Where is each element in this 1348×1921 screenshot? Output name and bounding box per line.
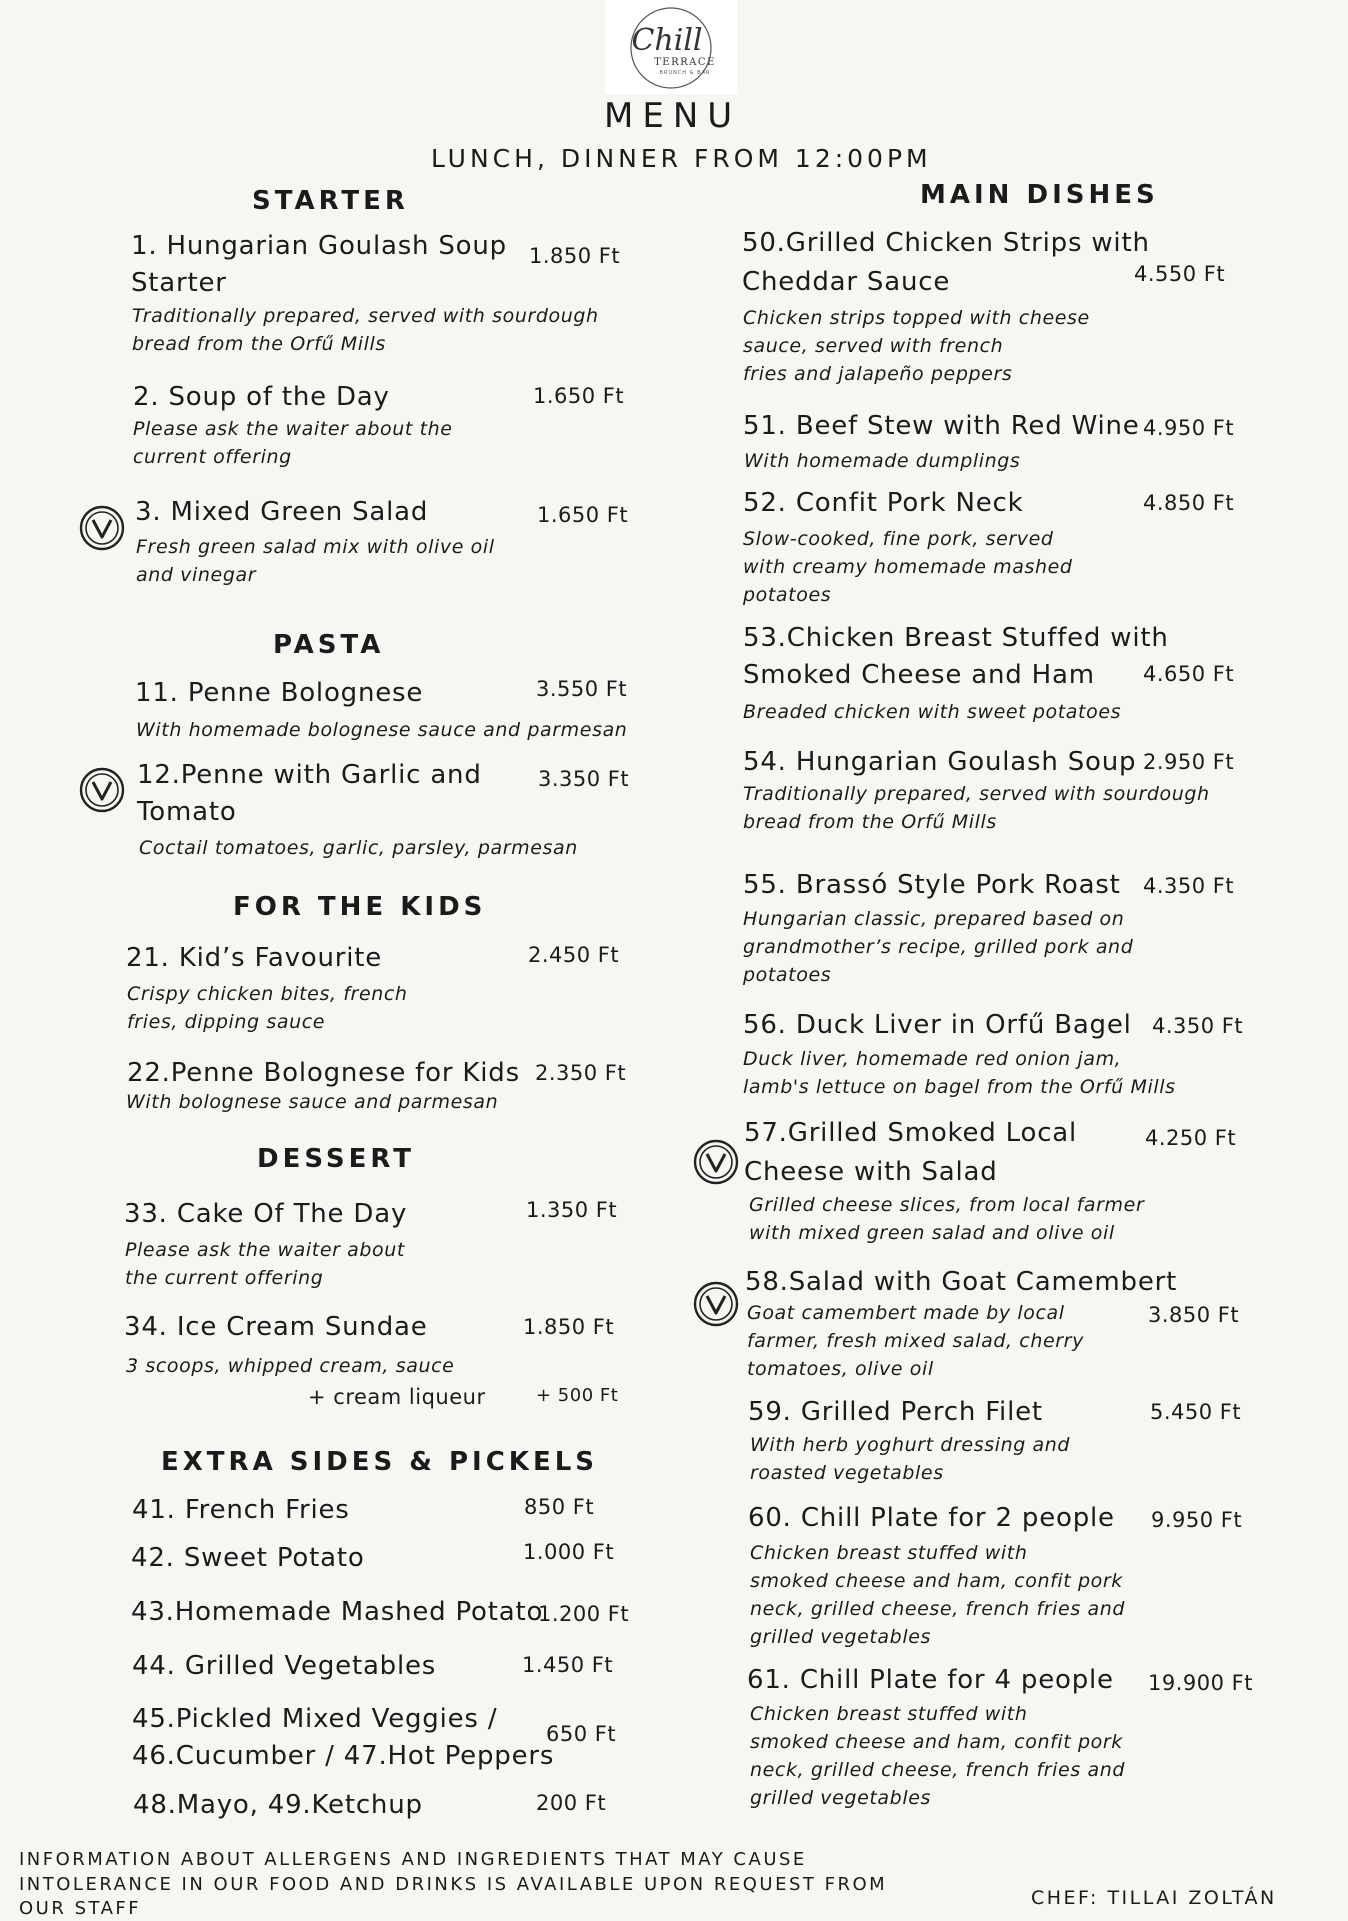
item-description: With bolognese sauce and parmesan xyxy=(126,1091,499,1113)
item-price: 2.950 Ft xyxy=(1143,750,1235,774)
item-description: Chicken breast stuffed with xyxy=(750,1703,1028,1725)
item-price: 3.350 Ft xyxy=(538,767,630,791)
item-description: and vinegar xyxy=(136,564,257,586)
item-price: 4.250 Ft xyxy=(1145,1126,1237,1150)
item-description: potatoes xyxy=(743,584,832,606)
item-name: 52. Confit Pork Neck xyxy=(743,488,1024,518)
item-name: 3. Mixed Green Salad xyxy=(135,497,429,527)
item-description: bread from the Orfű Mills xyxy=(132,333,386,355)
item-name: 2. Soup of the Day xyxy=(133,382,390,412)
item-name: 59. Grilled Perch Filet xyxy=(748,1397,1043,1427)
item-description: neck, grilled cheese, french fries and xyxy=(750,1759,1126,1781)
item-description: smoked cheese and ham, confit pork xyxy=(750,1570,1123,1592)
item-description: fries, dipping sauce xyxy=(127,1011,326,1033)
item-price: 200 Ft xyxy=(536,1791,607,1815)
item-description: with creamy homemade mashed xyxy=(743,556,1073,578)
item-description: With homemade bolognese sauce and parmesan xyxy=(136,719,628,741)
item-name: 45.Pickled Mixed Veggies / xyxy=(132,1704,498,1734)
item-price: 2.350 Ft xyxy=(535,1061,627,1085)
item-description: Hungarian classic, prepared based on xyxy=(743,908,1125,930)
item-description: current offering xyxy=(133,446,292,468)
item-price: 4.350 Ft xyxy=(1152,1014,1244,1038)
allergen-notice-line: OUR STAFF xyxy=(19,1898,142,1919)
item-description: Traditionally prepared, served with sourdough xyxy=(132,305,599,327)
vegan-icon xyxy=(79,767,125,813)
item-name: 11. Penne Bolognese xyxy=(135,678,424,708)
item-price: 1.450 Ft xyxy=(522,1653,614,1677)
item-name: 60. Chill Plate for 2 people xyxy=(748,1503,1115,1533)
item-name-cont: Cheddar Sauce xyxy=(742,267,951,297)
item-price: 1.000 Ft xyxy=(523,1540,615,1564)
item-price: 19.900 Ft xyxy=(1148,1671,1253,1695)
item-name: 50.Grilled Chicken Strips with xyxy=(742,228,1150,258)
item-price: 4.550 Ft xyxy=(1134,262,1226,286)
item-description: lamb's lettuce on bagel from the Orfű Mills xyxy=(743,1076,1176,1098)
item-description: farmer, fresh mixed salad, cherry xyxy=(747,1330,1084,1352)
page-subtitle: LUNCH, DINNER FROM 12:00PM xyxy=(431,144,932,173)
vegan-icon xyxy=(693,1139,739,1185)
item-description: Coctail tomatoes, garlic, parsley, parmesan xyxy=(139,837,578,859)
item-name: 21. Kid’s Favourite xyxy=(126,943,383,973)
item-price: 4.350 Ft xyxy=(1143,874,1235,898)
item-name: 43.Homemade Mashed Potato xyxy=(131,1597,544,1627)
item-name-cont: Tomato xyxy=(137,797,237,827)
item-name: 51. Beef Stew with Red Wine xyxy=(743,411,1140,441)
item-description: 3 scoops, whipped cream, sauce xyxy=(126,1355,455,1377)
item-name: 41. French Fries xyxy=(132,1495,350,1525)
restaurant-logo xyxy=(605,0,737,94)
item-price: 850 Ft xyxy=(524,1495,595,1519)
logo-mark xyxy=(605,0,737,94)
item-name: 48.Mayo, 49.Ketchup xyxy=(133,1790,423,1820)
item-name-cont: Smoked Cheese and Ham xyxy=(743,660,1095,690)
item-price: 650 Ft xyxy=(546,1722,617,1746)
item-name: 54. Hungarian Goulash Soup xyxy=(743,747,1137,777)
item-name: 58.Salad with Goat Camembert xyxy=(745,1267,1178,1297)
item-description: fries and jalapeño peppers xyxy=(743,363,1013,385)
item-description: Slow-cooked, fine pork, served xyxy=(743,528,1054,550)
item-price: 4.950 Ft xyxy=(1143,416,1235,440)
item-description: Chicken breast stuffed with xyxy=(750,1542,1028,1564)
item-description: Please ask the waiter about xyxy=(125,1239,405,1261)
logo-tag: BRUNCH & BAR xyxy=(659,70,711,76)
item-description: Duck liver, homemade red onion jam, xyxy=(743,1048,1122,1070)
item-description: grandmother’s recipe, grilled pork and xyxy=(743,936,1134,958)
item-name: 1. Hungarian Goulash Soup xyxy=(131,231,507,261)
item-price: 2.450 Ft xyxy=(528,943,620,967)
item-name: 56. Duck Liver in Orfű Bagel xyxy=(743,1010,1132,1040)
item-description: With herb yoghurt dressing and xyxy=(750,1434,1071,1456)
item-description: Grilled cheese slices, from local farmer xyxy=(749,1194,1145,1216)
item-description: the current offering xyxy=(125,1267,324,1289)
item-price: 4.850 Ft xyxy=(1143,491,1235,515)
item-price: 1.200 Ft xyxy=(538,1602,630,1626)
vegan-icon xyxy=(693,1281,739,1327)
page-title: MENU xyxy=(604,96,742,136)
item-extra-price: + 500 Ft xyxy=(536,1385,619,1406)
section-title-mains: MAIN DISHES xyxy=(920,180,1159,210)
allergen-notice-line: INTOLERANCE IN OUR FOOD AND DRINKS IS AVAILABLE UPON REQUEST FROM xyxy=(19,1874,888,1895)
item-name: 22.Penne Bolognese for Kids xyxy=(127,1058,520,1088)
logo-script: Chill xyxy=(631,23,703,58)
item-price: 1.350 Ft xyxy=(526,1198,618,1222)
item-description: Chicken strips topped with cheese xyxy=(743,307,1090,329)
item-price: 3.550 Ft xyxy=(536,677,628,701)
chef-credit: CHEF: TILLAI ZOLTÁN xyxy=(1031,1887,1277,1909)
item-description: smoked cheese and ham, confit pork xyxy=(750,1731,1123,1753)
item-description: roasted vegetables xyxy=(750,1462,944,1484)
item-description: grilled vegetables xyxy=(750,1626,932,1648)
section-title-dessert: DESSERT xyxy=(257,1144,415,1174)
item-description: Traditionally prepared, served with sourdough xyxy=(743,783,1210,805)
item-name: 57.Grilled Smoked Local xyxy=(744,1118,1078,1148)
item-name-cont: Starter xyxy=(131,268,227,298)
item-description: with mixed green salad and olive oil xyxy=(749,1222,1115,1244)
item-name: 61. Chill Plate for 4 people xyxy=(747,1665,1114,1695)
section-title-starter: STARTER xyxy=(252,186,409,216)
item-description: Breaded chicken with sweet potatoes xyxy=(743,701,1122,723)
item-price: 1.650 Ft xyxy=(537,503,629,527)
logo-word: TERRACE xyxy=(654,57,716,68)
item-description: Goat camembert made by local xyxy=(747,1302,1065,1324)
section-title-kids: FOR THE KIDS xyxy=(233,892,487,922)
item-description: With homemade dumplings xyxy=(744,450,1021,472)
item-name: 12.Penne with Garlic and xyxy=(137,760,482,790)
item-name: 33. Cake Of The Day xyxy=(124,1199,408,1229)
item-description: Please ask the waiter about the xyxy=(133,418,453,440)
item-price: 1.850 Ft xyxy=(523,1315,615,1339)
allergen-notice-line: INFORMATION ABOUT ALLERGENS AND INGREDIENTS THAT MAY CAUSE xyxy=(19,1849,807,1870)
item-name: 55. Brassó Style Pork Roast xyxy=(743,870,1121,900)
item-extra: + cream liqueur xyxy=(308,1385,486,1409)
item-price: 1.850 Ft xyxy=(529,244,621,268)
item-name-cont: 46.Cucumber / 47.Hot Peppers xyxy=(132,1741,555,1771)
item-price: 4.650 Ft xyxy=(1143,662,1235,686)
item-name: 53.Chicken Breast Stuffed with xyxy=(743,623,1169,653)
item-description: tomatoes, olive oil xyxy=(747,1358,934,1380)
item-name: 34. Ice Cream Sundae xyxy=(124,1312,428,1342)
item-description: Fresh green salad mix with olive oil xyxy=(136,536,495,558)
item-price: 5.450 Ft xyxy=(1150,1400,1242,1424)
item-price: 1.650 Ft xyxy=(533,384,625,408)
item-price: 3.850 Ft xyxy=(1148,1303,1240,1327)
item-description: Crispy chicken bites, french xyxy=(127,983,408,1005)
section-title-sides: EXTRA SIDES & PICKELS xyxy=(161,1447,598,1477)
item-name: 44. Grilled Vegetables xyxy=(132,1651,437,1681)
item-description: grilled vegetables xyxy=(750,1787,932,1809)
item-description: bread from the Orfű Mills xyxy=(743,811,997,833)
item-description: potatoes xyxy=(743,964,832,986)
vegan-icon xyxy=(79,505,125,551)
section-title-pasta: PASTA xyxy=(273,630,385,660)
item-name: 42. Sweet Potato xyxy=(131,1543,365,1573)
item-price: 9.950 Ft xyxy=(1151,1508,1243,1532)
item-name-cont: Cheese with Salad xyxy=(744,1157,998,1187)
item-description: neck, grilled cheese, french fries and xyxy=(750,1598,1126,1620)
item-description: sauce, served with french xyxy=(743,335,1004,357)
